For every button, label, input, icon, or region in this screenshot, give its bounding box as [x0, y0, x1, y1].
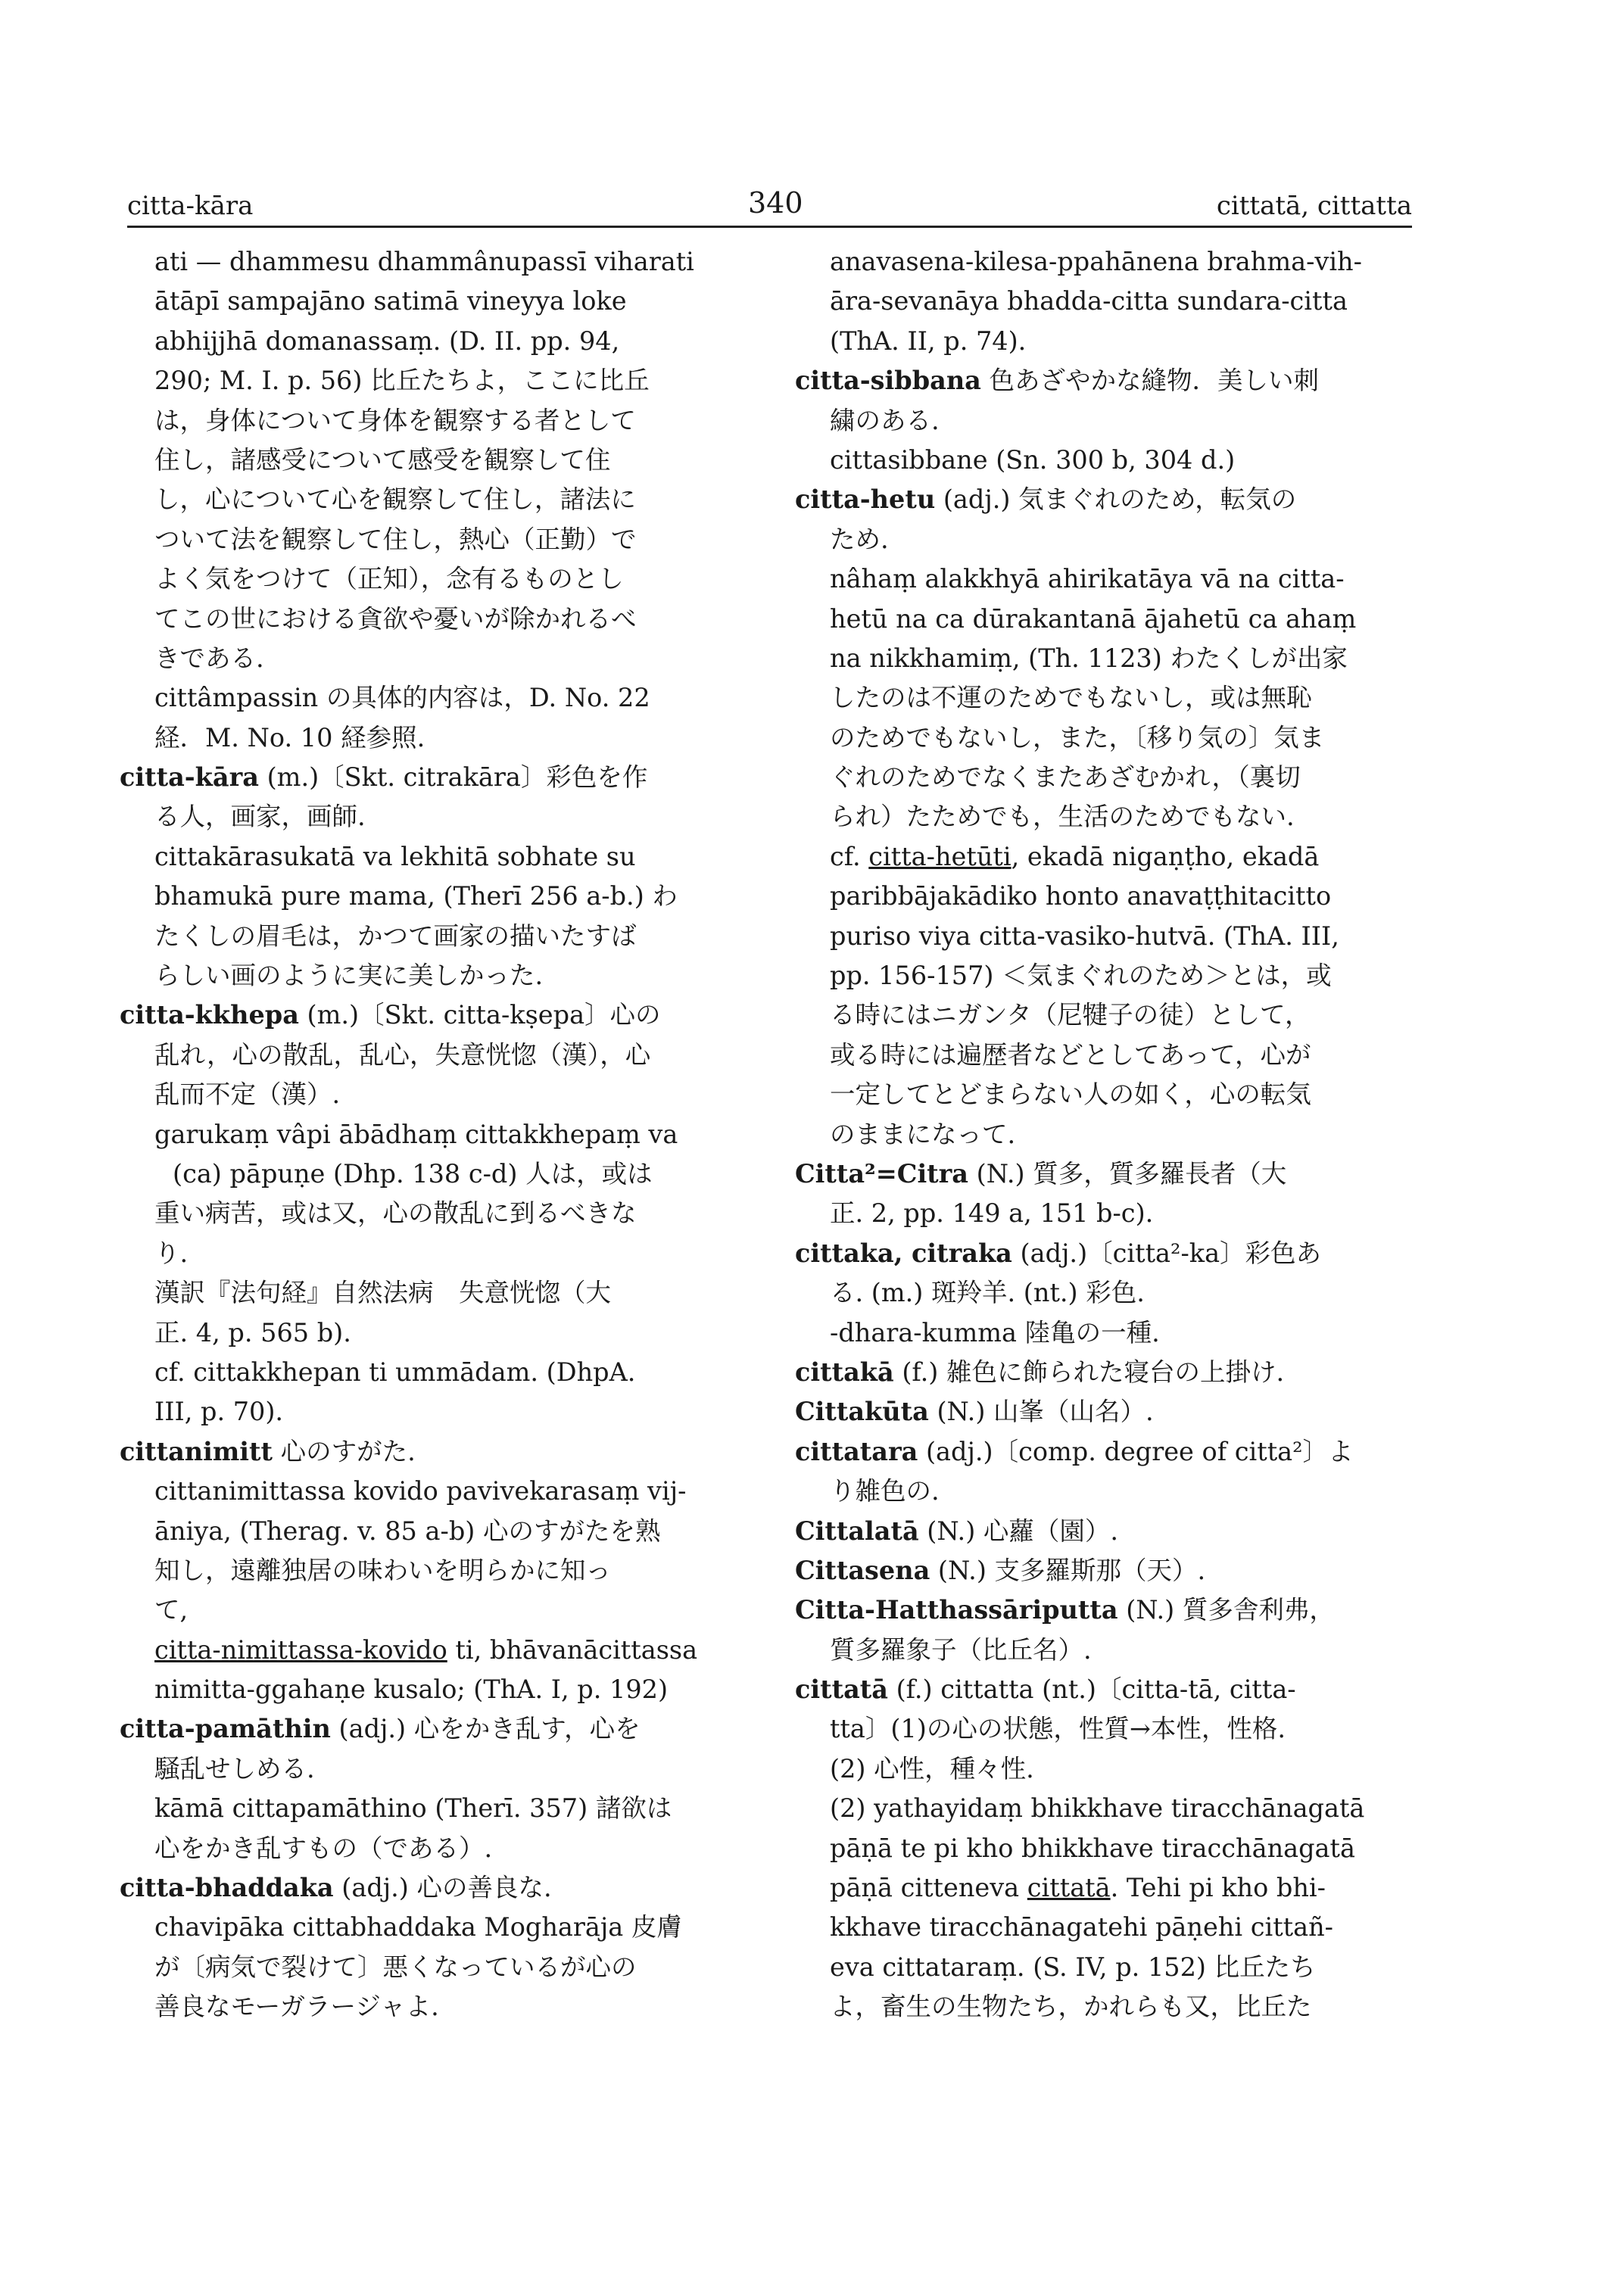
headword: citta-kkhepa: [120, 1000, 299, 1030]
entry-text-line: 心をかき乱すもの（である）.: [154, 1833, 493, 1863]
entry-text-line: てこの世における貪欲や憂いが除かれるべ: [154, 603, 637, 634]
entry-text-line: 乱れ，心の散乱，乱心，失意恍惚（漢），心: [154, 1039, 651, 1070]
entry-text-line: cittâmpassin の具体的内容は，D. No. 22: [154, 683, 650, 713]
entry-text-line: り雑色の.: [830, 1476, 940, 1506]
entry-text-line: 住し，諸感受について感受を観察して住: [154, 444, 611, 475]
headword: citta-hetu: [795, 484, 936, 515]
entry-text-line: cittanimittassa kovido pavivekarasaṃ vij-: [154, 1476, 687, 1506]
entry-text-line: pp. 156-157) ＜気まぐれのため＞とは，或: [830, 961, 1332, 991]
entry-text-line: (2) yathayidaṃ bhikkhave tiracchānagatā: [830, 1793, 1365, 1824]
entry-text-line: 290; M. I. p. 56) 比丘たちよ，ここに比丘: [154, 366, 650, 396]
entry-text-line: nimitta-ggahaṇe kusalo; (ThA. I, p. 192): [154, 1675, 669, 1705]
underlined-term: cittatā: [1027, 1873, 1111, 1903]
headword: cittatā: [795, 1675, 888, 1705]
entry-text-line: ぐれのためでなくまたあざむかれ，（裏切: [830, 762, 1301, 793]
entry-text-line: abhijjhā domanassaṃ. (D. II. pp. 94,: [154, 326, 620, 356]
entry-text-line: āra-sevanāya bhadda-citta sundara-citta: [830, 286, 1348, 316]
entry-headword-line: citta-hetu (adj.) 気まぐれのため，転気の: [795, 484, 1297, 515]
entry-text-line: のままになって.: [830, 1119, 1016, 1149]
entry-headword-line: Cittasena (N.) 支多羅斯那（天）.: [795, 1555, 1206, 1585]
entry-headword-line: citta-bhaddaka (adj.) 心の善良な.: [120, 1873, 552, 1903]
entry-text-line: cf. cittakkhepan ti ummādam. (DhpA.: [154, 1357, 636, 1387]
underlined-term: citta-nimittassa-kovido: [154, 1634, 447, 1665]
headword: Citta-Hatthassāriputta: [795, 1595, 1118, 1625]
entry-text-line: り.: [154, 1238, 189, 1268]
entry-text-line: kkhave tiracchānagatehi pāṇehi cittañ-: [830, 1912, 1333, 1943]
entry-text-line: chavipāka cittabhaddaka Mogharāja 皮膚: [154, 1912, 682, 1943]
entry-text-line: (ThA. II, p. 74).: [830, 326, 1027, 356]
entry-text-line: 繍のある.: [830, 405, 940, 435]
entry-text-line: na nikkhamiṃ, (Th. 1123) わたくしが出家: [830, 643, 1348, 673]
entry-text-line: よく気をつけて（正知），念有るものとし: [154, 564, 624, 594]
entry-text-line: cittakārasukatā va lekhitā sobhate su: [154, 841, 636, 871]
entry-text-line: pāṇā citteneva cittatā. Tehi pi kho bhi-: [830, 1873, 1326, 1903]
page-number: 340: [748, 186, 803, 220]
entry-text-line: (ca) pāpuṇe (Dhp. 138 c-d) 人は，或は: [173, 1158, 653, 1189]
entry-text-line: citta-nimittassa-kovido ti, bhāvanācittassa: [154, 1634, 698, 1665]
entry-text-line: る人，画家，画師.: [154, 802, 366, 832]
entry-headword-line: citta-pamāthin (adj.) 心をかき乱す，心を: [120, 1714, 641, 1744]
entry-text-line: 或る時には遍歴者などとしてあって，心が: [830, 1039, 1311, 1070]
entry-text-line: られ）たためでも，生活のためでもない.: [830, 802, 1295, 832]
headword: citta-bhaddaka: [120, 1873, 334, 1903]
right-column: [795, 242, 1412, 2027]
entry-headword-line: citta-sibbana 色あざやかな縫物．美しい刺: [795, 366, 1320, 396]
entry-text-line: る時にはニガンタ（尼犍子の徒）として，: [830, 1000, 1311, 1030]
entry-text-line: eva cittataraṃ. (S. IV, p. 152) 比丘たち: [830, 1952, 1316, 1982]
headword: Citta²=Citra: [795, 1158, 969, 1189]
entry-text-line: āniya, (Therag. v. 85 a-b) 心のすがたを熟: [154, 1516, 661, 1546]
headword: citta-sibbana: [795, 366, 981, 396]
entry-text-line: 経．M. No. 10 経参照.: [154, 722, 425, 752]
entry-text-line: 漢訳『法句経』自然法病 失意恍惚（大: [154, 1278, 611, 1308]
entry-text-line: cittasibbane (Sn. 300 b, 304 d.): [830, 444, 1236, 475]
headword: cittanimitt: [120, 1436, 273, 1466]
entry-headword-line: cittaka, citraka (adj.)〔citta²-ka〕彩色あ: [795, 1238, 1322, 1268]
entry-text-line: 知し，遠離独居の味わいを明らかに知っ: [154, 1555, 611, 1585]
entry-text-line: る. (m.) 斑羚羊. (nt.) 彩色.: [830, 1278, 1145, 1308]
entry-text-line: hetū na ca dūrakantanā ājahetū ca ahaṃ: [830, 603, 1357, 634]
entry-text-line: 重い病苦，或は又，心の散乱に到るべきな: [154, 1198, 637, 1229]
entry-text-line: 乱而不定（漢）.: [154, 1080, 341, 1110]
entry-text-line: ため.: [830, 524, 889, 554]
entry-headword-line: Citta-Hatthassāriputta (N.) 質多舎利弗，: [795, 1595, 1335, 1625]
entry-text-line: のためでもないし，また，〔移り気の〕気ま: [830, 722, 1325, 752]
entry-headword-line: Cittalatā (N.) 心蘿（園）.: [795, 1516, 1119, 1546]
headword: citta-kāra: [120, 762, 259, 793]
entry-text-line: ati — dhammesu dhammânupassī viharati: [154, 247, 694, 276]
entry-text-line: し，心について心を観察して住し，諸法に: [154, 484, 636, 515]
entry-text-line: 騒乱せしめる.: [154, 1753, 315, 1784]
entry-text-line: ātāpī sampajāno satimā vineyya loke: [154, 286, 627, 316]
entry-headword-line: Cittakūta (N.) 山峯（山名）.: [795, 1397, 1154, 1427]
entry-text-line: 善良なモーガラージャよ.: [154, 1992, 439, 2022]
entry-text-line: 正. 4, p. 565 b).: [154, 1317, 351, 1347]
entry-headword-line: cittatā (f.) cittatta (nt.)〔citta-tā, citta-: [795, 1675, 1296, 1705]
entry-text-line: paribbājakādiko honto anavaṭṭhitacitto: [830, 881, 1332, 911]
entry-text-line: よ，畜生の生物たち，かれらも又，比丘た: [830, 1992, 1312, 2022]
entry-headword-line: cittakā (f.) 雑色に飾られた寝台の上掛け.: [795, 1357, 1285, 1387]
headword: cittatara: [795, 1436, 918, 1466]
entry-text-line: -dhara-kumma 陸亀の一種.: [830, 1317, 1160, 1347]
entry-headword-line: cittanimitt 心のすがた.: [120, 1436, 416, 1466]
entry-headword-line: Citta²=Citra (N.) 質多，質多羅長者（大: [795, 1158, 1287, 1189]
entry-text-line: cf. citta-hetūti, ekadā nigaṇṭho, ekadā: [830, 841, 1320, 871]
entry-text-line: bhamukā pure mama, (Therī 256 a-b.) わ: [154, 881, 678, 911]
headword: Cittakūta: [795, 1397, 929, 1427]
entry-text-line: したのは不運のためでもないし，或は無恥: [830, 683, 1312, 713]
headword: citta-pamāthin: [120, 1714, 331, 1744]
entry-text-line: きである.: [154, 643, 264, 673]
entry-text-line: pāṇā te pi kho bhikkhave tiracchānagatā: [830, 1833, 1355, 1863]
entry-text-line: (2) 心性，種々性.: [830, 1753, 1034, 1784]
header-rule: [127, 226, 1412, 228]
headword: Cittalatā: [795, 1516, 919, 1546]
entry-headword-line: citta-kāra (m.)〔Skt. citrakāra〕彩色を作: [120, 762, 648, 793]
entry-text-line: て,: [154, 1595, 189, 1625]
running-header: [127, 188, 1412, 224]
entry-text-line: kāmā cittapamāthino (Therī. 357) 諸欲は: [154, 1793, 672, 1824]
entry-text-line: ついて法を観察して住し，熱心（正勤）で: [154, 524, 637, 554]
entry-text-line: らしい画のように実に美しかった.: [154, 961, 544, 991]
entry-text-line: 質多羅象子（比丘名）.: [830, 1634, 1092, 1665]
headword: Cittasena: [795, 1555, 930, 1585]
header-right-guide-word: cittatā, cittatta: [1216, 191, 1412, 221]
entry-text-line: 正. 2, pp. 149 a, 151 b-c).: [830, 1198, 1154, 1229]
entry-text-line: III, p. 70).: [154, 1397, 284, 1427]
entry-headword-line: cittatara (adj.)〔comp. degree of citta²〕よ: [795, 1436, 1354, 1466]
header-left-guide-word: citta-kāra: [127, 191, 254, 221]
headword: cittaka, citraka: [795, 1238, 1012, 1268]
entry-text-line: 一定してとどまらない人の如く，心の転気: [830, 1080, 1311, 1110]
left-column: [120, 242, 740, 2027]
entry-text-line: たくしの眉毛は，かつて画家の描いたすば: [154, 921, 637, 951]
entry-text-line: は，身体について身体を観察する者として: [154, 405, 636, 435]
entry-headword-line: citta-kkhepa (m.)〔Skt. citta-kṣepa〕心の: [120, 1000, 661, 1030]
entry-text-line: anavasena-kilesa-ppahānena brahma-vih-: [830, 247, 1362, 276]
entry-text-line: garukaṃ vâpi ābādhaṃ cittakkhepaṃ va: [154, 1119, 678, 1149]
entry-text-line: が〔病気で裂けて〕悪くなっているが心の: [154, 1952, 637, 1982]
headword: cittakā: [795, 1357, 894, 1387]
underlined-term: citta-hetūti: [868, 841, 1011, 871]
entry-text-line: nâhaṃ alakkhyā ahirikatāya vā na citta-: [830, 564, 1345, 594]
entry-text-line: tta〕(1)の心の状態，性質→本性，性格.: [830, 1714, 1286, 1744]
entry-text-line: puriso viya citta-vasiko-hutvā. (ThA. III,: [830, 921, 1339, 951]
